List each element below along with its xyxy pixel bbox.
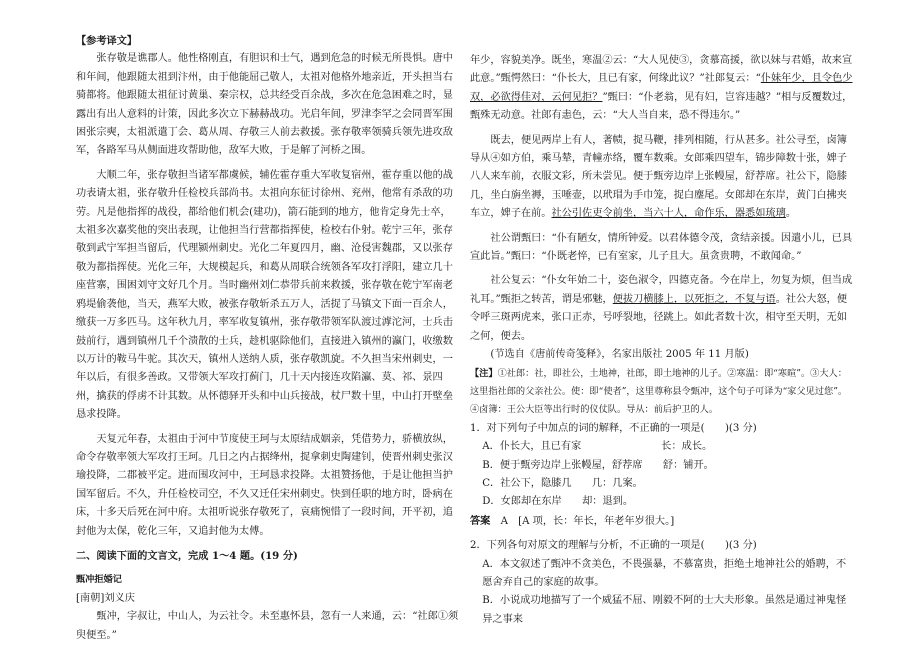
question-1-option-c: C．社公下，隐膝几 几：几案。: [482, 477, 643, 489]
question-2-option-a: A．本文叙述了甄冲不贪美色，不畏强暴，不慕富贵，拒绝土地神社公的婚聘，不愿舍弃自己的家庭的故事。: [482, 558, 847, 588]
answer-letter: A: [500, 515, 508, 527]
question-1-option-d: D．女郎却在东岸 却：退到。: [482, 496, 634, 508]
answer-explanation: [A 项，长：年长，年老年岁很大。]: [518, 515, 675, 527]
story-text: 年少，容貌美净。既坐，寒温②云：“大人见使③，贪慕高援，欲以妹与君婚，故来宣此意。”甄愕然曰：“仆长大，且已有家，何缘此议？”社郎复云：“: [470, 55, 853, 85]
story-paragraph-4: [470, 272, 856, 346]
translation-paragraph-1: 张存敬是谯郡人。他性格刚直，有胆识和士气，遇到危急的时候无所畏惧。唐中和年间，他跟随太祖到汴州，由于他能屈己敬人，太祖对他格外地亲近，开头担当右骑都将。他跟随太祖征讨黄巢、秦宗权，总共经受百余战，多次在危急困难之时，显露出有出人意料的计策，因此多次立下赫赫战功。光启年间，罗津李罕之会同晋军围困张宗奭，太祖派遣丁会、葛从周、存敬三人前去救援。张存敬率领骑兵领先进攻敌军，各路军马从侧面进攻帮助他，敌军大败，于是解了河桥之围。: [76, 53, 453, 157]
left-column: [76, 0, 460, 645]
story-paragraph-1-continued: [470, 52, 856, 126]
story-text: 。社公大怒，便令呼三斑两虎来，张口正赤，号呼裂地，径跳上。如此者数十次，相守至天明，无如之何，便去。: [470, 293, 848, 342]
question-2-option-b: B．小说成功地描写了一个威猛不屈、刚毅不阿的士大夫形象。虽然是通过神鬼怪异之事来: [482, 595, 847, 625]
underlined-sentence-3: 便拔刀横膝上，以死拒之，不复与语: [612, 293, 776, 305]
story-author: [南朝]刘义庆: [76, 592, 135, 604]
section-heading: 二、阅读下面的文言文，完成 1～4 题。(19 分): [76, 549, 298, 562]
question-1-option-a: [470, 438, 856, 456]
story-text: 社公复云：“仆女年始二十，姿色淑令，四德克备。今在岸上，勿复为烦，但当成礼耳。”甄拒之转苦，谓是邪魅，: [470, 275, 853, 305]
answer-line: [470, 512, 856, 531]
option-text: A．仆长大，且已有家: [482, 441, 582, 453]
answer-label: 答案: [470, 514, 491, 527]
story-paragraph-3: 社公谓甄曰：“仆有陋女，情所钟爱。以君体德令茂，贪结亲援。因遣小儿，已具宣此旨。”甄曰：“仆既老悴，已有室家，儿子且大。虽贪贵聘，不敢闻命。”: [470, 232, 853, 263]
translation-paragraph-2: 大顺二年，张存敬担当诸军都虞候，辅佐霍存重大军收复宿州，霍存重以他的战功表请太祖，张存敬升任检校兵部尚书。太祖向东征讨徐州、兖州，他常有杀敌的功劳。凡是他指挥的战役，都给他们机会(建功)，箭石能到的地方，他肯定身先士卒，太祖多次嘉奖他的突出表现，让他担当行营都指挥使，检校右仆射。乾宁三年，张存敬到武宁军担当留后，代理颍州刺史。光化二年夏四月，幽、沧侵害魏郡，又以张存敬为都指挥使。光化三年，大规模起兵，和葛从周联合统领各军攻打浮阳，建立几十座营寨，围困刘守文好几个月。当时幽州刘仁恭带兵前来救援，张存敬在乾宁军南老鸦堤偷袭他，当天，燕军大败，被张存敬斩杀五万人，活捉了马镇文下面一百余人，缴获一万多匹马。这年秋九月，率军收复镇州，张存敬带领军队渡过滹沱河，士兵击鼓前行，遇到镇州几千个溃散的士兵，趁机驱除他们，直接进入镇州的瀛门，收缴数以万计的鞍马牛驼。其次天，镇州人送纳人质，张存敬凯旋。不久担当宋州刺史，一年以后，有很多善政。又带领大军攻打蓟门，几十天内接连攻陷瀛、莫、祁、景四州，擒获的俘虏不计其数。从怀德驿开头和中山兵接战，杖尸数十里，中山打开壁垒恳求投降。: [76, 169, 453, 421]
question-2: 2．下列各句对原文的理解与分析，不正确的一项是( )(3 分): [470, 540, 757, 552]
story-text: ”甄曰：“仆老翁，见有妇，岂容违越？”相与反覆数过，甄殊无动意。社郎有恚色，云：“大人当自来，恐不得违尔。”: [470, 91, 853, 122]
source-citation: (节选自《唐前传奇笺释》，名家出版社 2005 年 11 月版): [490, 349, 749, 361]
story-title: 甄冲拒婚记: [76, 574, 122, 586]
question-1: 1．对下列句子中加点的词的解释，不正确的一项是( )(3 分): [470, 422, 757, 434]
note-label: 【注】: [470, 367, 498, 379]
right-column: [470, 0, 856, 629]
story-paragraph-1: 甄冲，字叔让，中山人，为云社令。未至惠怀县，忽有一人来通，云：“社郎①须臾便至。”: [76, 611, 459, 641]
story-text: 既去，便见两岸上有人，著帻，捉马鞭，排列相随，行从甚多。社公寻至，卤簿导从④如方伯，乘马辇，青幢赤络，覆车数乘。女郎乘四望车，锦步障数十张，婢子八人来车前，衣服文彩，所未尝见。便于甄旁边岸上张幔屋，舒荐席。社公下，隐膝几，坐白旃坐褥，玉唾壶，以玳瑁为手巾笼，捉白麈尾。女郎却在东岸，黄门白拂夹车立，婢子在前。: [470, 134, 847, 220]
underlined-sentence-2: 社公引佐吏令前坐，当六十人，命作乐，器悉如琉璃: [551, 208, 786, 220]
translation-paragraph-3: 天复元年春，太祖由于河中节度使王珂与太原结成姻亲，凭借势力，骄横放纵，命令存敬率领大军攻打王珂。几日之内占据绛州，捉拿刺史陶建钊，使晋州刺史张汉瑜投降，二郡被平定。进而围攻河中，王珂恳求投降。太祖赞扬他，于是让他担当护国军留后。不久，升任检校司空，不久又迁任宋州刺史。快到任职的地方时，卧病在床，十多天后死在河中府。太祖听说张存敬死了，哀痛惋惜了一段时间，开平初，追封他为太保，乾化三年，又追封他为太傅。: [76, 433, 453, 537]
option-gloss: 长：成长。: [661, 441, 713, 453]
underlined-sentence-1: 仆妹年少，且令色少双，必欲得佳对，云何见拒？: [470, 73, 853, 103]
reference-translation-title: 【参考译文】: [76, 35, 138, 47]
question-1-option-b: B．便于甄旁边岸上张幔屋，舒荐席 舒：铺开。: [482, 459, 714, 471]
note-text: ①社郎：社，即社公，土地神，社郎，即土地神的儿子。②寒温：即“寒暄”。③大人：这里指社郎的父亲社公。使：即“使者”，这里尊称县令甄冲，这个句子可译为“家父见过您”。④卤簿：王公大臣等出行时的仪仗队。导从：前后护卫的人。: [470, 367, 848, 416]
story-paragraph-2: [470, 132, 856, 224]
story-text: 。: [785, 208, 796, 220]
annotation-notes: [470, 365, 856, 420]
